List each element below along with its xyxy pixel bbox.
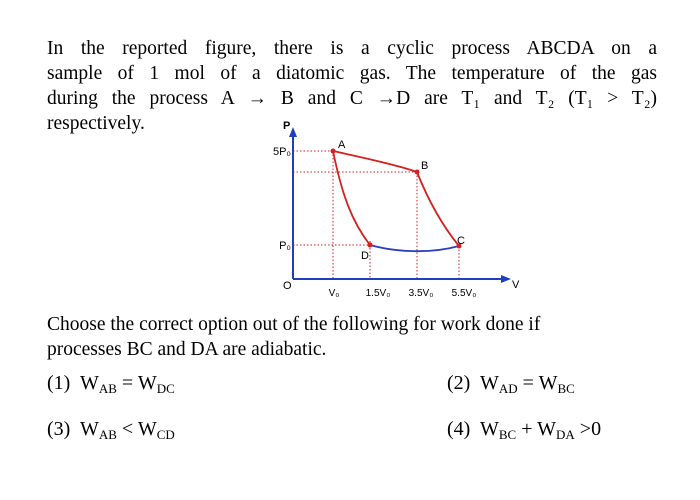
- option-3-rhs: W: [137, 418, 157, 440]
- question-line-4: respectively.: [47, 113, 145, 134]
- v-axis-arrow-icon: [501, 275, 511, 283]
- option-4-lhs: W: [479, 418, 499, 440]
- question-line-3: during the process A → B and C →D are T₁ and T₂ (T₁ > T₂): [47, 88, 657, 109]
- option-3-lhs: W: [79, 418, 99, 440]
- option-4-number: (4): [447, 418, 471, 440]
- option-2-rhs-sub: BC: [557, 381, 575, 396]
- option-4[interactable]: [447, 418, 601, 443]
- marker-b: [415, 170, 420, 175]
- prompt-line-1: Choose the correct option out of the following for work done if: [47, 314, 541, 335]
- origin-label: O: [283, 280, 292, 292]
- option-3-lhs-sub: AB: [98, 427, 117, 442]
- guide-lines: [293, 151, 459, 279]
- axes: [293, 134, 504, 279]
- point-label-a: A: [338, 139, 346, 151]
- point-label-b: B: [421, 160, 429, 172]
- option-1-rhs: W: [137, 372, 157, 394]
- option-2-lhs: W: [479, 372, 499, 394]
- option-1-number: (1): [47, 372, 71, 394]
- option-2-number: (2): [447, 372, 471, 394]
- tick-1-5v0: 1.5V₀: [365, 288, 391, 299]
- option-3[interactable]: [47, 418, 175, 443]
- point-markers: [331, 149, 462, 249]
- option-1-lhs-sub: AB: [98, 381, 117, 396]
- option-3-number: (3): [47, 418, 71, 440]
- curve-dc: [370, 245, 459, 251]
- axis-p-label: P: [283, 120, 291, 132]
- option-4-rhs: W: [537, 418, 557, 440]
- curve-bc: [417, 172, 459, 246]
- option-2-lhs-sub: AD: [498, 381, 518, 396]
- tick-5-5v0: 5.5V₀: [451, 288, 477, 299]
- option-1[interactable]: [47, 372, 175, 397]
- curve-ad: [333, 151, 370, 245]
- point-label-c: C: [457, 235, 465, 247]
- option-3-operator: <: [121, 418, 134, 440]
- option-1-lhs: W: [79, 372, 99, 394]
- prompt-line-2: processes BC and DA are adiabatic.: [47, 339, 327, 360]
- option-4-operator: +: [521, 418, 533, 440]
- axis-v-label: V: [512, 279, 520, 291]
- curve-ab: [333, 151, 417, 172]
- option-4-tail: >0: [579, 418, 602, 440]
- point-label-d: D: [361, 250, 369, 262]
- prompt-text: [47, 312, 657, 362]
- option-1-operator: =: [121, 372, 134, 394]
- option-4-rhs-sub: DA: [556, 427, 575, 442]
- tick-v0: V₀: [328, 288, 340, 299]
- option-3-rhs-sub: CD: [156, 427, 175, 442]
- question-line-1: In the reported figure, there is a cyclic process ABCDA on a: [47, 38, 657, 59]
- option-1-rhs-sub: DC: [156, 381, 175, 396]
- tick-3-5v0: 3.5V₀: [408, 288, 434, 299]
- option-2[interactable]: [447, 372, 575, 397]
- marker-d: [368, 243, 373, 248]
- option-2-rhs: W: [538, 372, 558, 394]
- tick-p0: P₀: [279, 240, 291, 252]
- marker-a: [331, 149, 336, 154]
- option-4-lhs-sub: BC: [498, 427, 517, 442]
- option-2-operator: =: [522, 372, 534, 394]
- question-line-2: sample of 1 mol of a diatomic gas. The temperature of the gas: [47, 63, 657, 84]
- tick-5p0: 5P₀: [272, 146, 291, 158]
